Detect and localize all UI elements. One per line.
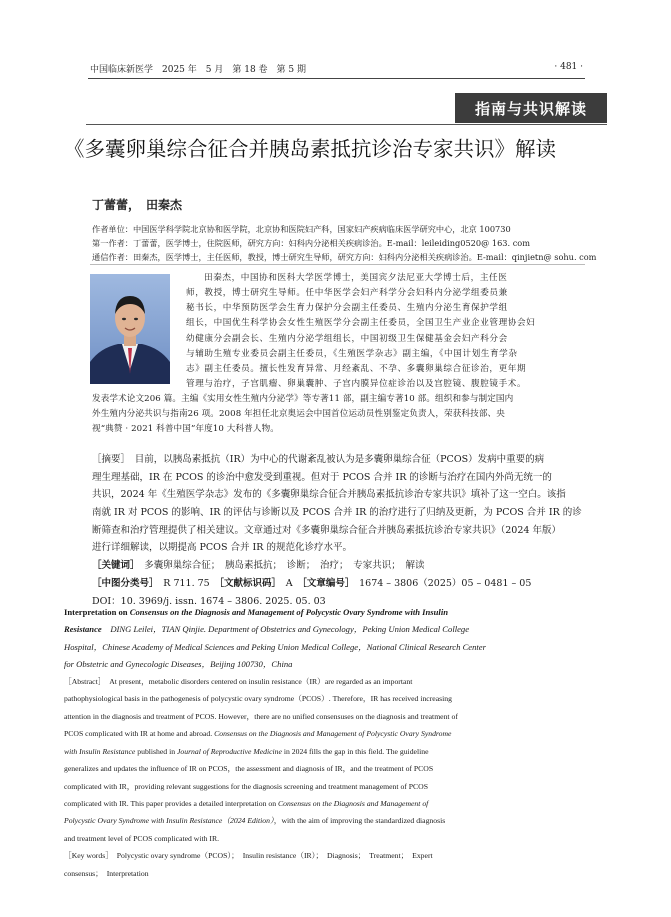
abstract-en-text: published in — [135, 747, 177, 756]
bio-line: 师，教授，博士研究生导师。任中华医学会妇产科学分会妇科内分泌学组委员兼 — [186, 288, 508, 298]
abstract-en-line: generalizes and updates the influence of IR on PCOS，the assessment and diagnosis of IR，and the treatment of PCOS — [64, 764, 434, 773]
bio-line: 田秦杰，中国协和医科大学医学博士，美国宾夕法尼亚大学博士后，主任医 — [204, 273, 508, 283]
doi-line: DOI：10. 3969/j. issn. 1674 – 3806. 2025. 05. 03 — [92, 596, 326, 607]
bio-line: 发表学术论文206 篇。主编《实用女性生殖内分泌学》等专著11 部，副主编专著10 部。组织和参与制定国内 — [92, 394, 514, 404]
section-label: 指南与共识解读 — [474, 99, 587, 118]
keywords-en-line: ［Key words］ Polycystic ovary syndrome（PCOS）； Insulin resistance（IR）； Diagnosis； Treatment； Expert — [64, 851, 433, 860]
english-affiliation-line — [64, 656, 292, 674]
header-rule — [88, 78, 585, 79]
abstract-en-citation: Consensus on the Diagnosis and Management of — [277, 799, 429, 808]
first-author-line: 第一作者：丁蕾蕾，医学博士，住院医师，研究方向：妇科内分泌相关疾病诊治。E-mail：leileiding0520@ 163. com — [92, 238, 530, 248]
abstract-zh-line: 进行详细解读，以期提高 PCOS 合并 IR 的规范化诊疗水平。 — [92, 542, 352, 553]
affiliation-line: 作者单位：中国医学科学院北京协和医学院，北京协和医院妇产科，国家妇产疾病临床医学研究中心，北京 100730 — [92, 224, 511, 234]
article-number-label: ［文章编号］ — [302, 578, 350, 589]
bio-line: 管理与治疗，子宫肌瘤、卵巢囊肿、子宫内膜异位症诊治以及宫腔镜、腹腔镜手术。 — [186, 379, 527, 389]
abstract-en-citation: Polycystic Ovary Syndrome with Insulin Resistance（2024 Edition） — [64, 816, 274, 825]
keywords-zh — [92, 557, 425, 575]
classification-line — [92, 575, 531, 593]
en-affil-hospital: Hospital，Chinese Academy of Medical Sciences and Peking Union Medical College，National Clinical Research Center — [64, 642, 486, 652]
abstract-en-text: ，with the aim of improving the standardized diagnosis — [273, 816, 446, 825]
article-number-value: 1674 – 3806（2025）05 – 0481 – 05 — [349, 578, 532, 589]
keywords-zh-text: 多囊卵巢综合征； 胰岛素抵抗； 诊断； 治疗； 专家共识； 解读 — [134, 560, 425, 571]
en-title-consensus: Consensus on the Diagnosis and Management of Polycystic Ovary Syndrome with Insulin — [129, 607, 448, 617]
bio-line: 秘书长，中华预防医学会生育力保护分会副主任委员、生殖内分泌生育保护学组 — [186, 303, 508, 313]
bio-line: 外生殖内分泌共识与指南26 项。2008 年担任北京奥运会中国首位运动员性别鉴定负责人，荣获科技部、央 — [92, 409, 505, 419]
doc-code-value: A — [276, 578, 303, 589]
en-affil-center: for Obstetric and Gynecologic Diseases， — [64, 659, 211, 669]
en-title-resistance: Resistance — [64, 624, 102, 634]
banner-rule — [86, 124, 607, 125]
en-title-prefix: Interpretation on — [64, 607, 130, 617]
abstract-en-line: and treatment level of PCOS complicated with IR. — [64, 834, 219, 843]
en-authors-affil: DING Leilei，TIAN Qinjie. Department of Obstetrics and Gynecology，Peking Union Medical College — [101, 624, 470, 634]
abstract-en-line — [64, 812, 445, 830]
corresponding-author-line: 通信作者：田秦杰，医学博士，主任医师，教授，博士研究生导师，研究方向：妇科内分泌相关疾病诊治。E-mail：qinjietn@ sohu. com — [92, 252, 597, 262]
journal-info: 中国临床新医学 2025 年 5 月 第 18 卷 第 5 期 — [90, 65, 306, 75]
portrait-image — [90, 274, 170, 384]
bio-line: 志》副主任委员。擅长性发育异常、月经紊乱、不孕、多囊卵巢综合征诊治，更年期 — [186, 364, 527, 374]
abstract-en-citation: Consensus on the Diagnosis and Management of Polycystic Ovary Syndrome — [214, 729, 452, 738]
abstract-en-line — [64, 795, 428, 813]
english-affiliation-line — [64, 639, 486, 657]
abstract-zh-line: 理生理基础，IR 在 PCOS 的诊治中愈发受到重视。但对于 PCOS 合并 IR 的诊断与治疗在国内外尚无统一的 — [92, 472, 552, 483]
abstract-en-line — [64, 743, 428, 761]
clc-label: ［中图分类号］ — [92, 578, 154, 589]
abstract-en-line: attention in the diagnosis and treatment of PCOS. However，there are no unified consensuses on the diagnosis and treatment of — [64, 712, 458, 721]
bio-line: 与辅助生殖专业委员会副主任委员，《生殖医学杂志》副主编，《中国计划生育学杂 — [186, 349, 518, 359]
english-title-line — [64, 604, 448, 622]
page-number: · 481 · — [554, 62, 583, 72]
bio-line: 视“典赞 · 2021 科普中国”年度10 大科普人物。 — [92, 424, 279, 434]
en-affil-city: Beijing 100730，China — [210, 659, 293, 669]
doc-code-label: ［文献标识码］ — [219, 578, 277, 589]
abstract-en-text: complicated with IR. This paper provides a detailed interpretation on — [64, 799, 278, 808]
abstract-en-line: pathophysiological basis in the pathogenesis of polycystic ovary syndrome（PCOS）. Therefore，IR has received increasing — [64, 694, 452, 703]
abstract-zh-line: 南就 IR 对 PCOS 的影响、IR 的评估与诊断以及 PCOS 合并 IR 的治疗进行了归纳及更新，为 PCOS 合并 IR 的诊 — [92, 507, 582, 518]
abstract-en-line — [64, 725, 451, 743]
keywords-zh-label: ［关键词］ — [92, 560, 135, 571]
english-title-line — [64, 621, 469, 639]
author-portrait — [90, 274, 170, 384]
author-list: 丁蕾蕾， 田秦杰 — [92, 198, 183, 212]
abstract-en-text: PCOS complicated with IR at home and abroad. — [64, 729, 215, 738]
section-banner — [455, 93, 607, 123]
abstract-zh-line: 共识，2024 年《生殖医学杂志》发布的《多囊卵巢综合征合并胰岛素抵抗诊治专家共识》填补了这一空白。该指 — [92, 489, 566, 500]
clc-value: R 711. 75 — [153, 578, 220, 589]
abstract-zh-line: 断筛查和治疗管理提供了相关建议。文章通过对《多囊卵巢综合征合并胰岛素抵抗诊治专家共识》（2024 年版） — [92, 525, 561, 536]
article-title: 《多囊卵巢综合征合并胰岛素抵抗诊治专家共识》解读 — [64, 137, 556, 161]
abstract-zh-line: ［摘要］ 目前，以胰岛素抵抗（IR）为中心的代谢紊乱被认为是多囊卵巢综合征（PCOS）发病中重要的病 — [92, 454, 545, 465]
bio-line: 幼健康分会副会长、生殖内分泌学组组长，中国初级卫生保健基金会妇产科分会 — [186, 334, 508, 344]
abstract-en-line: ［Abstract］ At present，metabolic disorders centered on insulin resistance（IR）are regarded as an important — [64, 677, 413, 686]
bio-line: 组长，中国优生科学协会女性生殖医学分会副主任委员，全国卫生产业企业管理协会妇 — [186, 318, 536, 328]
abstract-en-journal: Journal of Reproductive Medicine — [176, 747, 282, 756]
keywords-en-line: consensus； Interpretation — [64, 869, 149, 878]
abstract-en-line: complicated with IR，providing relevant suggestions for the diagnosis screening and treatment management of PCOS — [64, 782, 429, 791]
affiliation-rule — [90, 264, 585, 265]
abstract-en-text: in 2024 fills the gap in this field. The guideline — [281, 747, 429, 756]
running-head — [90, 62, 583, 75]
abstract-en-citation: with Insulin Resistance — [64, 747, 136, 756]
